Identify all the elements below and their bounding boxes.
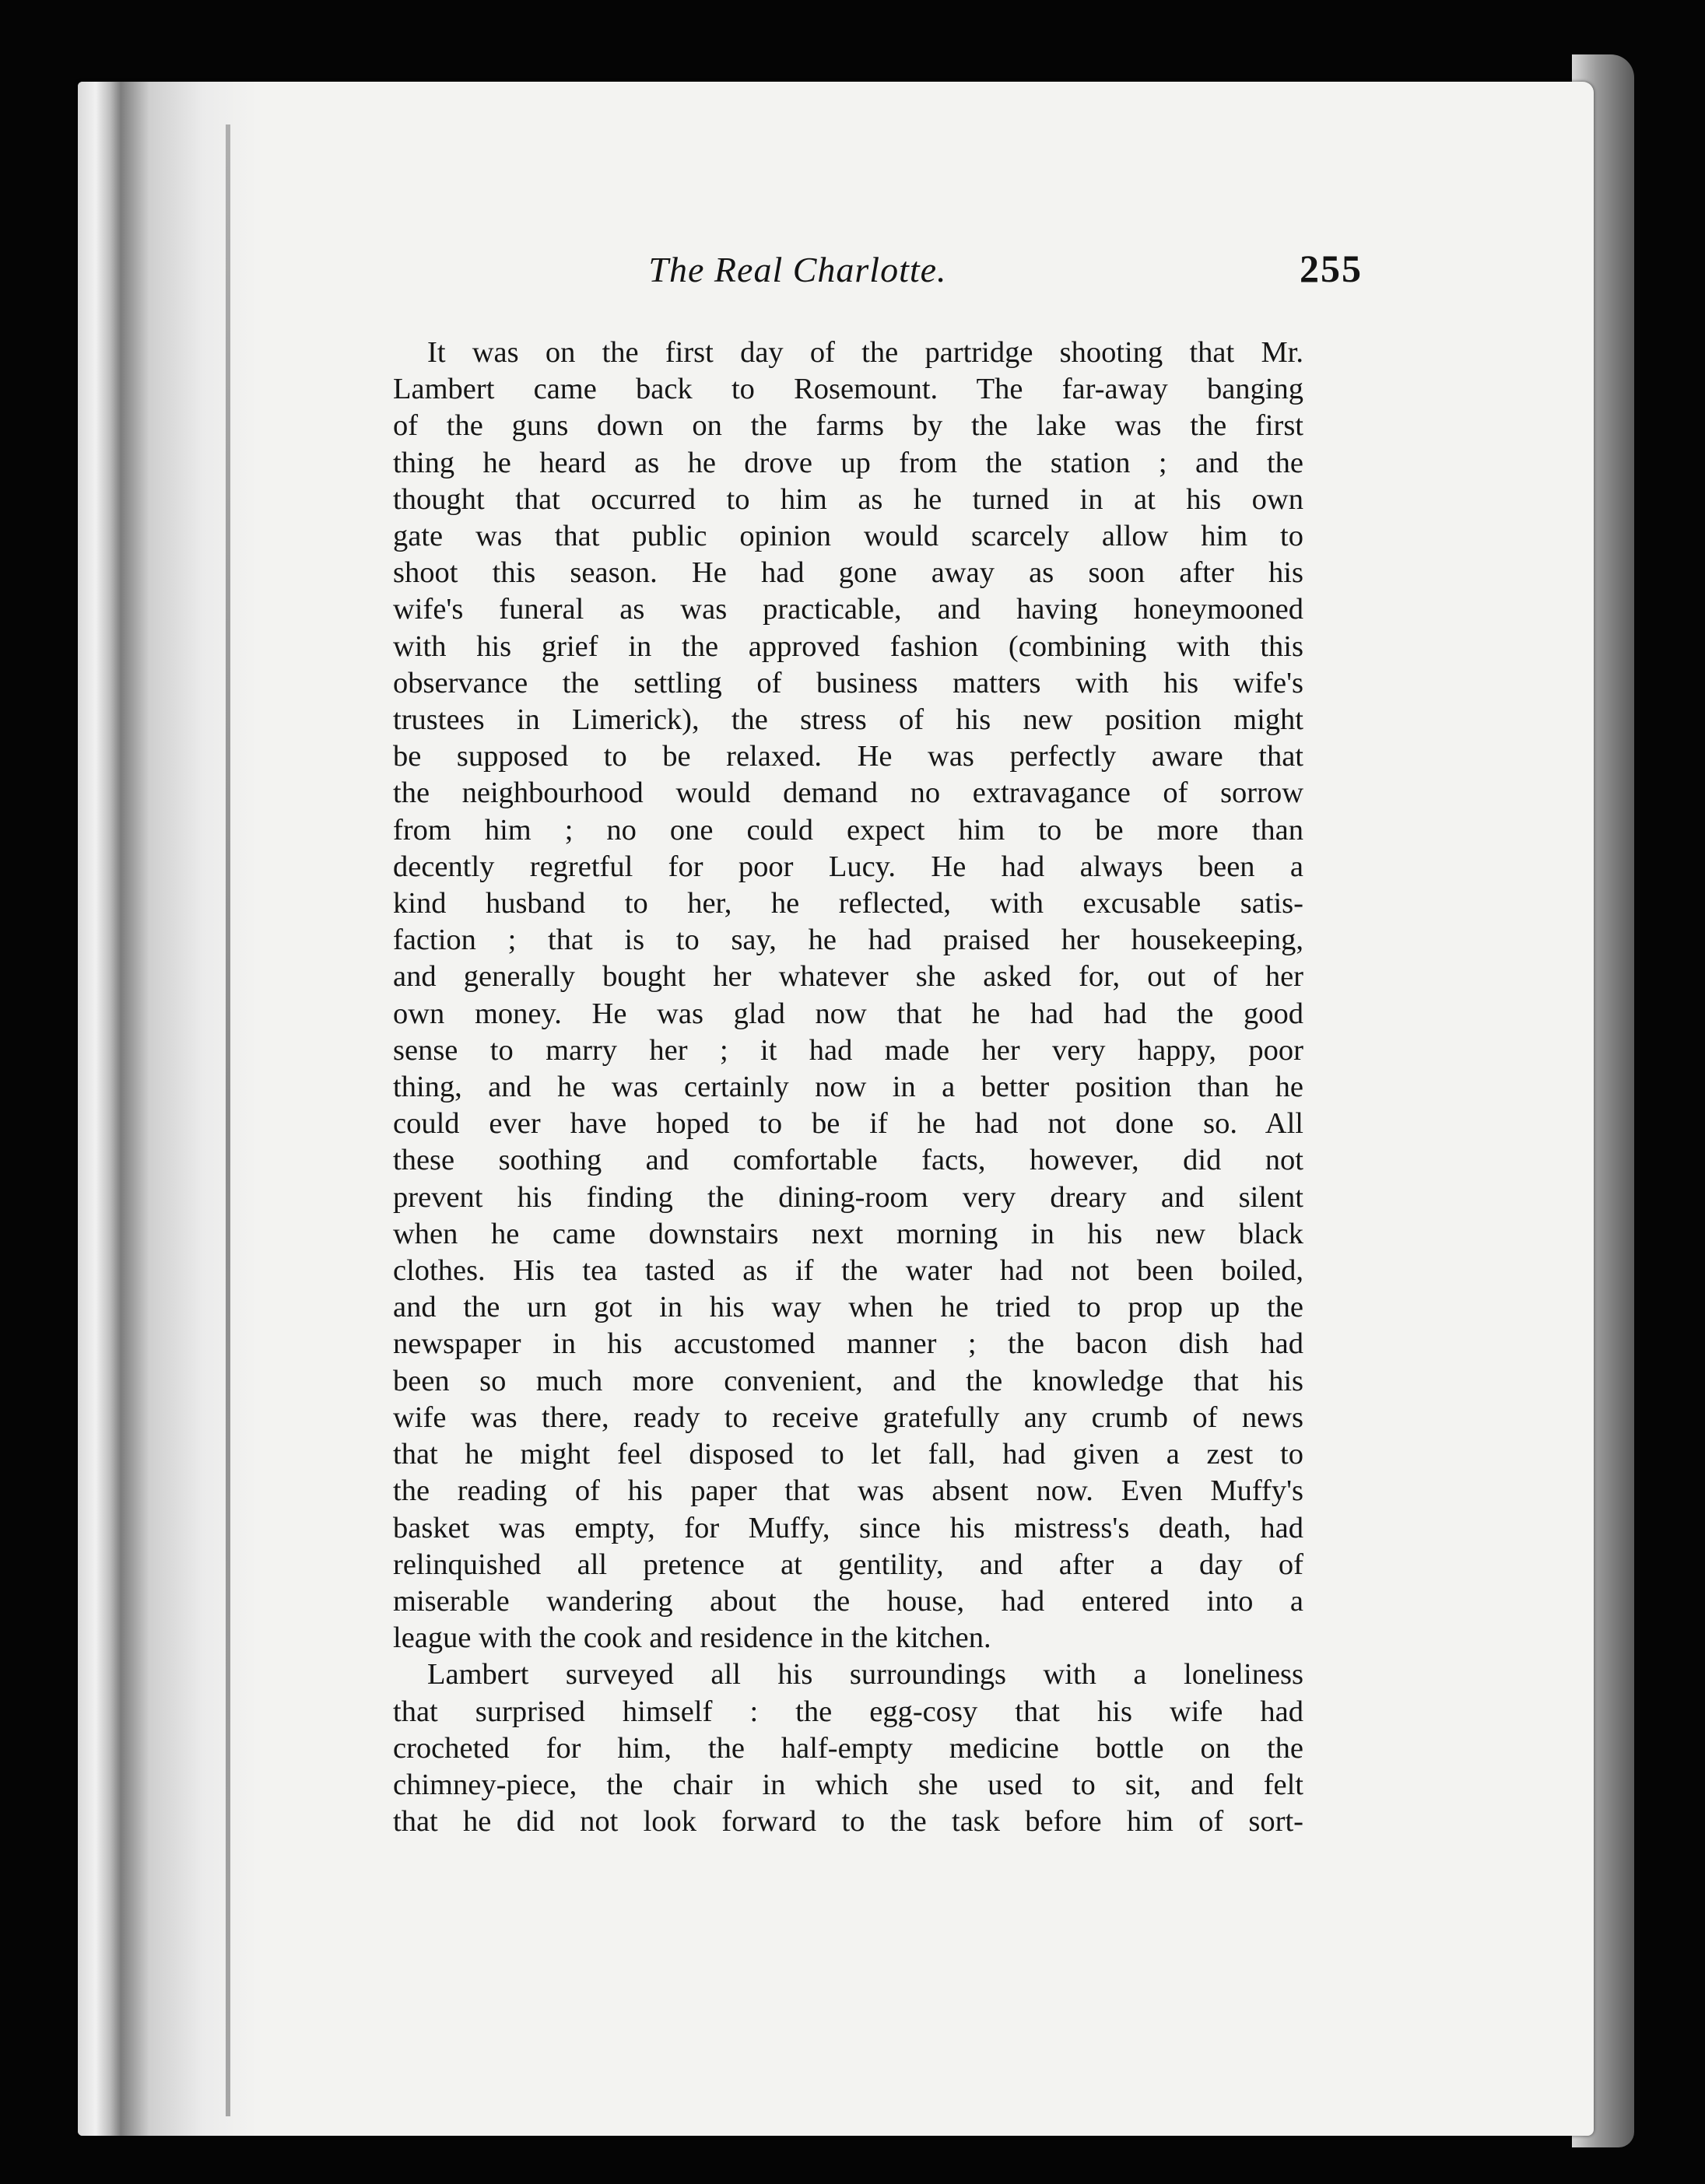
text-line: that surprised himself : the egg-cosy that his wife had: [393, 1695, 1303, 1728]
text-line: been so much more convenient, and the knowledge that his: [393, 1364, 1303, 1397]
text-line: from him ; no one could expect him to be more than: [393, 813, 1303, 847]
text-line: prevent his finding the dining-room very dreary and silent: [393, 1180, 1303, 1214]
text-line: wife's funeral as was practicable, and having honeymooned: [393, 593, 1303, 626]
running-header: [257, 247, 1363, 303]
text-line: shoot this season. He had gone away as soon after his: [393, 556, 1303, 590]
text-line: league with the cook and residence in the kitchen.: [393, 1621, 991, 1655]
body-text: [393, 335, 1303, 1840]
text-line: these soothing and comfortable facts, however, did not: [393, 1144, 1303, 1177]
text-line: that he might feel disposed to let fall, had given a zest to: [393, 1438, 1303, 1471]
text-line: newspaper in his accustomed manner ; the bacon dish had: [393, 1327, 1303, 1361]
text-line: Lambert came back to Rosemount. The far-away banging: [393, 373, 1303, 406]
text-line: could ever have hoped to be if he had not done so. All: [393, 1107, 1303, 1141]
text-line: of the guns down on the farms by the lake was the first: [393, 409, 1303, 443]
text-line: be supposed to be relaxed. He was perfectly aware that: [393, 740, 1303, 773]
text-line: thing he heard as he drove up from the station ; and the: [393, 446, 1303, 479]
text-line: thought that occurred to him as he turned in at his own: [393, 482, 1303, 516]
page-number: 255: [1300, 247, 1363, 290]
running-title: The Real Charlotte.: [648, 250, 947, 289]
text-line: with his grief in the approved fashion (combining with this: [393, 629, 1303, 663]
text-line: observance the settling of business matters with his wife's: [393, 666, 1303, 699]
text-line: clothes. His tea tasted as if the water had not been boiled,: [393, 1254, 1303, 1288]
text-line: the neighbourhood would demand no extravagance of sorrow: [393, 776, 1303, 810]
text-line: decently regretful for poor Lucy. He had always been a: [393, 850, 1303, 883]
text-line: chimney-piece, the chair in which she used to sit, and felt: [393, 1768, 1303, 1801]
text-line: and generally bought her whatever she asked for, out of her: [393, 960, 1303, 994]
text-line: miserable wandering about the house, had entered into a: [393, 1584, 1303, 1618]
text-line: and the urn got in his way when he tried to prop up the: [393, 1291, 1303, 1324]
gutter-shadow-line: [226, 124, 230, 2116]
text-line: It was on the first day of the partridge shooting that Mr.: [427, 336, 1303, 369]
text-line: thing, and he was certainly now in a better position than he: [393, 1071, 1303, 1104]
text-line: own money. He was glad now that he had had the good: [393, 997, 1303, 1030]
text-line: crocheted for him, the half-empty medicine bottle on the: [393, 1731, 1303, 1765]
text-line: kind husband to her, he reflected, with excusable satis-: [393, 887, 1303, 920]
text-line: relinquished all pretence at gentility, and after a day of: [393, 1548, 1303, 1581]
text-line: sense to marry her ; it had made her very happy, poor: [393, 1033, 1303, 1067]
text-line: basket was empty, for Muffy, since his mistress's death, had: [393, 1511, 1303, 1544]
text-line: wife was there, ready to receive gratefully any crumb of news: [393, 1400, 1303, 1434]
text-line: that he did not look forward to the task before him of sort-: [393, 1805, 1303, 1839]
text-line: when he came downstairs next morning in his new black: [393, 1217, 1303, 1250]
text-line: Lambert surveyed all his surroundings with a loneliness: [427, 1658, 1303, 1691]
text-line: the reading of his paper that was absent now. Even Muffy's: [393, 1474, 1303, 1508]
text-line: trustees in Limerick), the stress of his new position might: [393, 703, 1303, 737]
text-line: faction ; that is to say, he had praised her housekeeping,: [393, 924, 1303, 957]
text-line: gate was that public opinion would scarcely allow him to: [393, 520, 1303, 553]
